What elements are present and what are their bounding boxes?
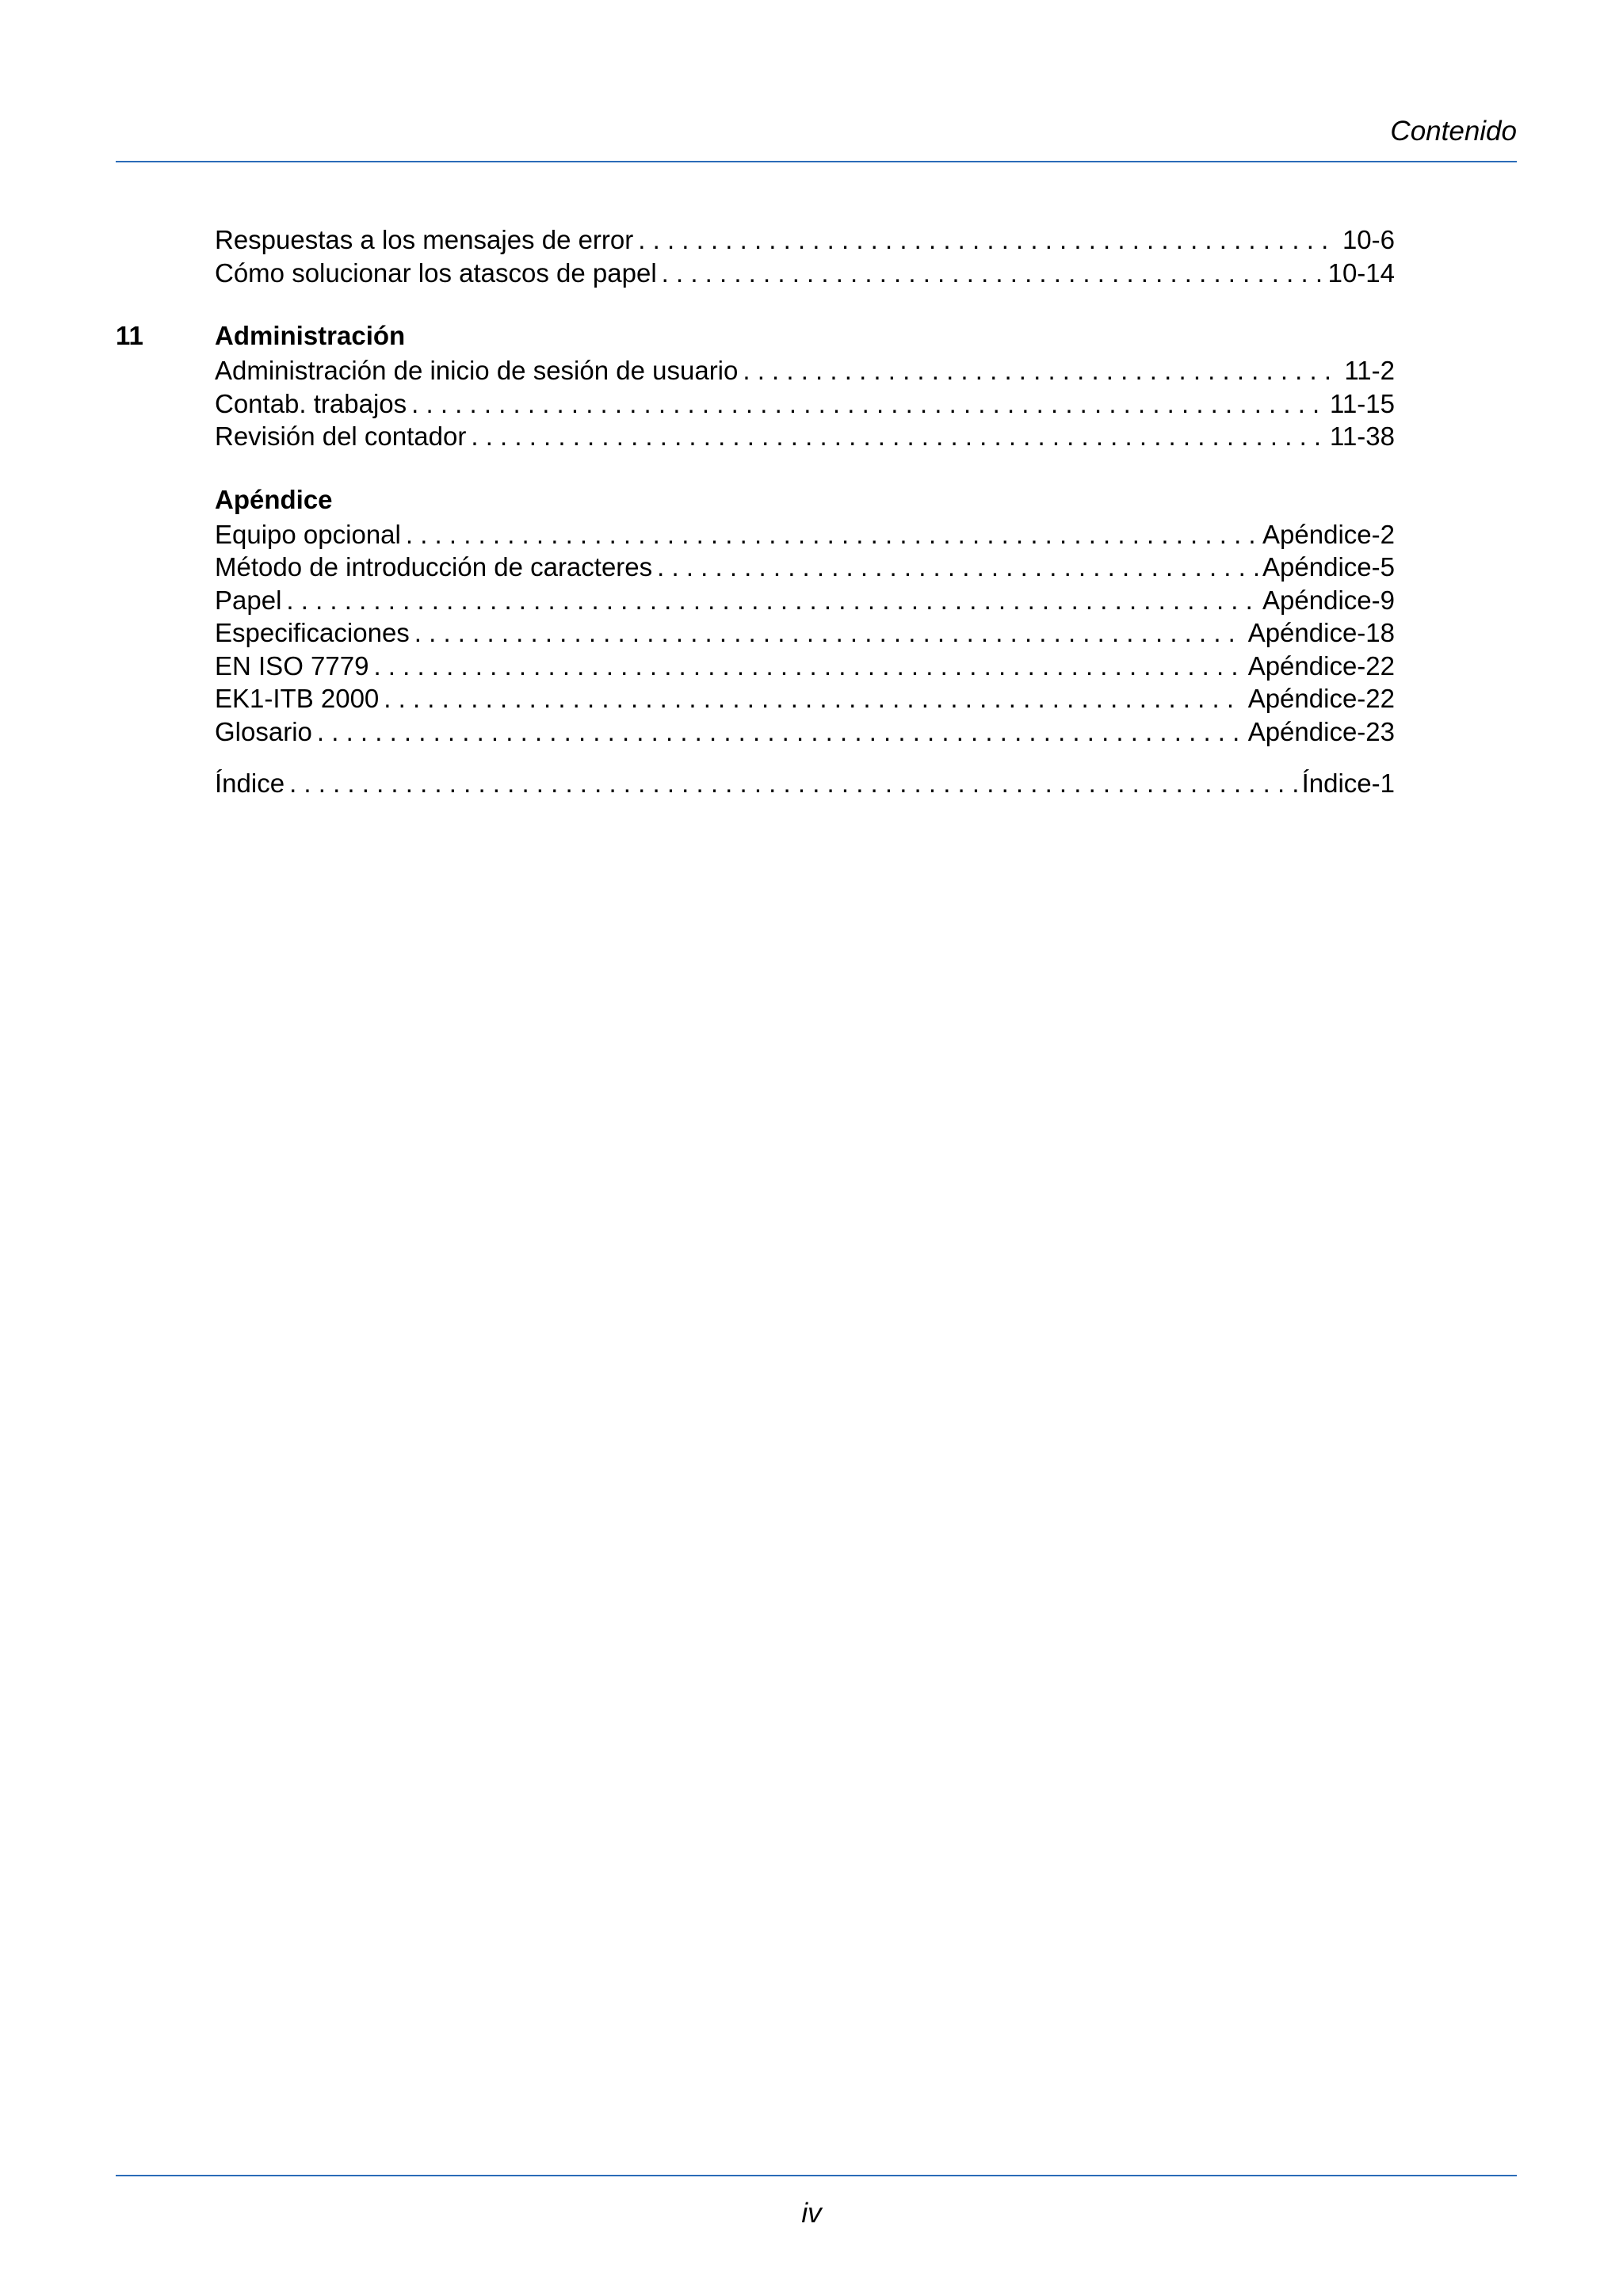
toc-entry-page: Apéndice-2 [1262, 519, 1395, 549]
toc-entry-page: 11-38 [1330, 421, 1395, 451]
toc-entry[interactable] [215, 682, 1395, 715]
toc-entry-page: Apéndice-22 [1247, 684, 1395, 713]
footer-rule [116, 2175, 1517, 2176]
toc-entry[interactable] [215, 354, 1395, 387]
toc-entry-title: Respuestas a los mensajes de error [215, 225, 634, 254]
dot-leader [373, 650, 1243, 683]
toc-entry-page: 11-2 [1344, 356, 1395, 385]
toc-group-chapter-10-continued [116, 223, 1395, 289]
running-header-title: Contenido [1390, 116, 1517, 147]
dot-leader [743, 354, 1339, 387]
toc-entry-title: EN ISO 7779 [215, 650, 369, 681]
dot-leader [286, 584, 1258, 617]
toc-group-index [116, 767, 1395, 800]
toc-entry[interactable] [215, 518, 1395, 551]
toc-entry-title: Contab. trabajos [215, 388, 407, 418]
toc-entry-page: Apéndice-9 [1262, 585, 1395, 615]
header-rule [116, 161, 1517, 162]
toc-entry[interactable] [215, 257, 1395, 290]
toc-entry-page: 10-14 [1327, 257, 1395, 288]
toc-entry-page: Apéndice-18 [1247, 618, 1395, 647]
dot-leader [317, 715, 1243, 749]
toc-group-chapter-11 [116, 321, 1395, 453]
toc-entry[interactable] [215, 420, 1395, 453]
toc-entry-title: Equipo opcional [215, 519, 401, 549]
toc-entry-title: Revisión del contador [215, 421, 467, 451]
toc-entry-title: EK1-ITB 2000 [215, 684, 380, 713]
chapter-title: Administración [215, 321, 406, 350]
dot-leader [638, 223, 1338, 257]
toc-entry-title: Glosario [215, 716, 312, 746]
toc-entry[interactable] [215, 387, 1395, 421]
dot-leader [289, 767, 1297, 800]
dot-leader [657, 551, 1258, 584]
toc-entry-page: Apéndice-23 [1247, 716, 1395, 746]
dot-leader [471, 420, 1325, 453]
dot-leader [406, 518, 1258, 551]
chapter-heading[interactable] [116, 321, 1395, 354]
toc-entry[interactable] [215, 616, 1395, 650]
dot-leader [662, 257, 1323, 290]
dot-leader [411, 387, 1325, 421]
toc-entry[interactable] [215, 650, 1395, 683]
toc-entry-page: Índice-1 [1301, 769, 1395, 798]
toc-entry-page: 11-15 [1330, 388, 1395, 418]
toc-entry-page: 10-6 [1342, 225, 1395, 254]
toc-entry-page: Apéndice-22 [1247, 650, 1395, 681]
page-number: iv [801, 2198, 822, 2229]
toc-entry-title: Papel [215, 585, 282, 615]
toc-entry[interactable] [215, 551, 1395, 584]
toc-entry-title: Administración de inicio de sesión de usuario [215, 356, 739, 385]
toc-entry[interactable] [215, 584, 1395, 617]
dot-leader [414, 616, 1243, 650]
toc-entry-page: Apéndice-5 [1262, 552, 1395, 582]
toc-group-appendix [116, 485, 1395, 749]
toc-entry[interactable] [215, 715, 1395, 749]
dot-leader [384, 682, 1243, 715]
toc-entry-title: Especificaciones [215, 618, 410, 647]
toc-entry-index[interactable] [215, 767, 1395, 800]
chapter-number: 11 [116, 321, 143, 350]
appendix-title: Apéndice [215, 484, 333, 514]
table-of-contents [116, 223, 1395, 832]
appendix-heading[interactable] [116, 485, 1395, 518]
toc-entry-title: Índice [215, 769, 285, 798]
toc-entry-title: Cómo solucionar los atascos de papel [215, 257, 657, 288]
toc-entry-title: Método de introducción de caracteres [215, 552, 653, 582]
toc-entry[interactable] [215, 223, 1395, 257]
